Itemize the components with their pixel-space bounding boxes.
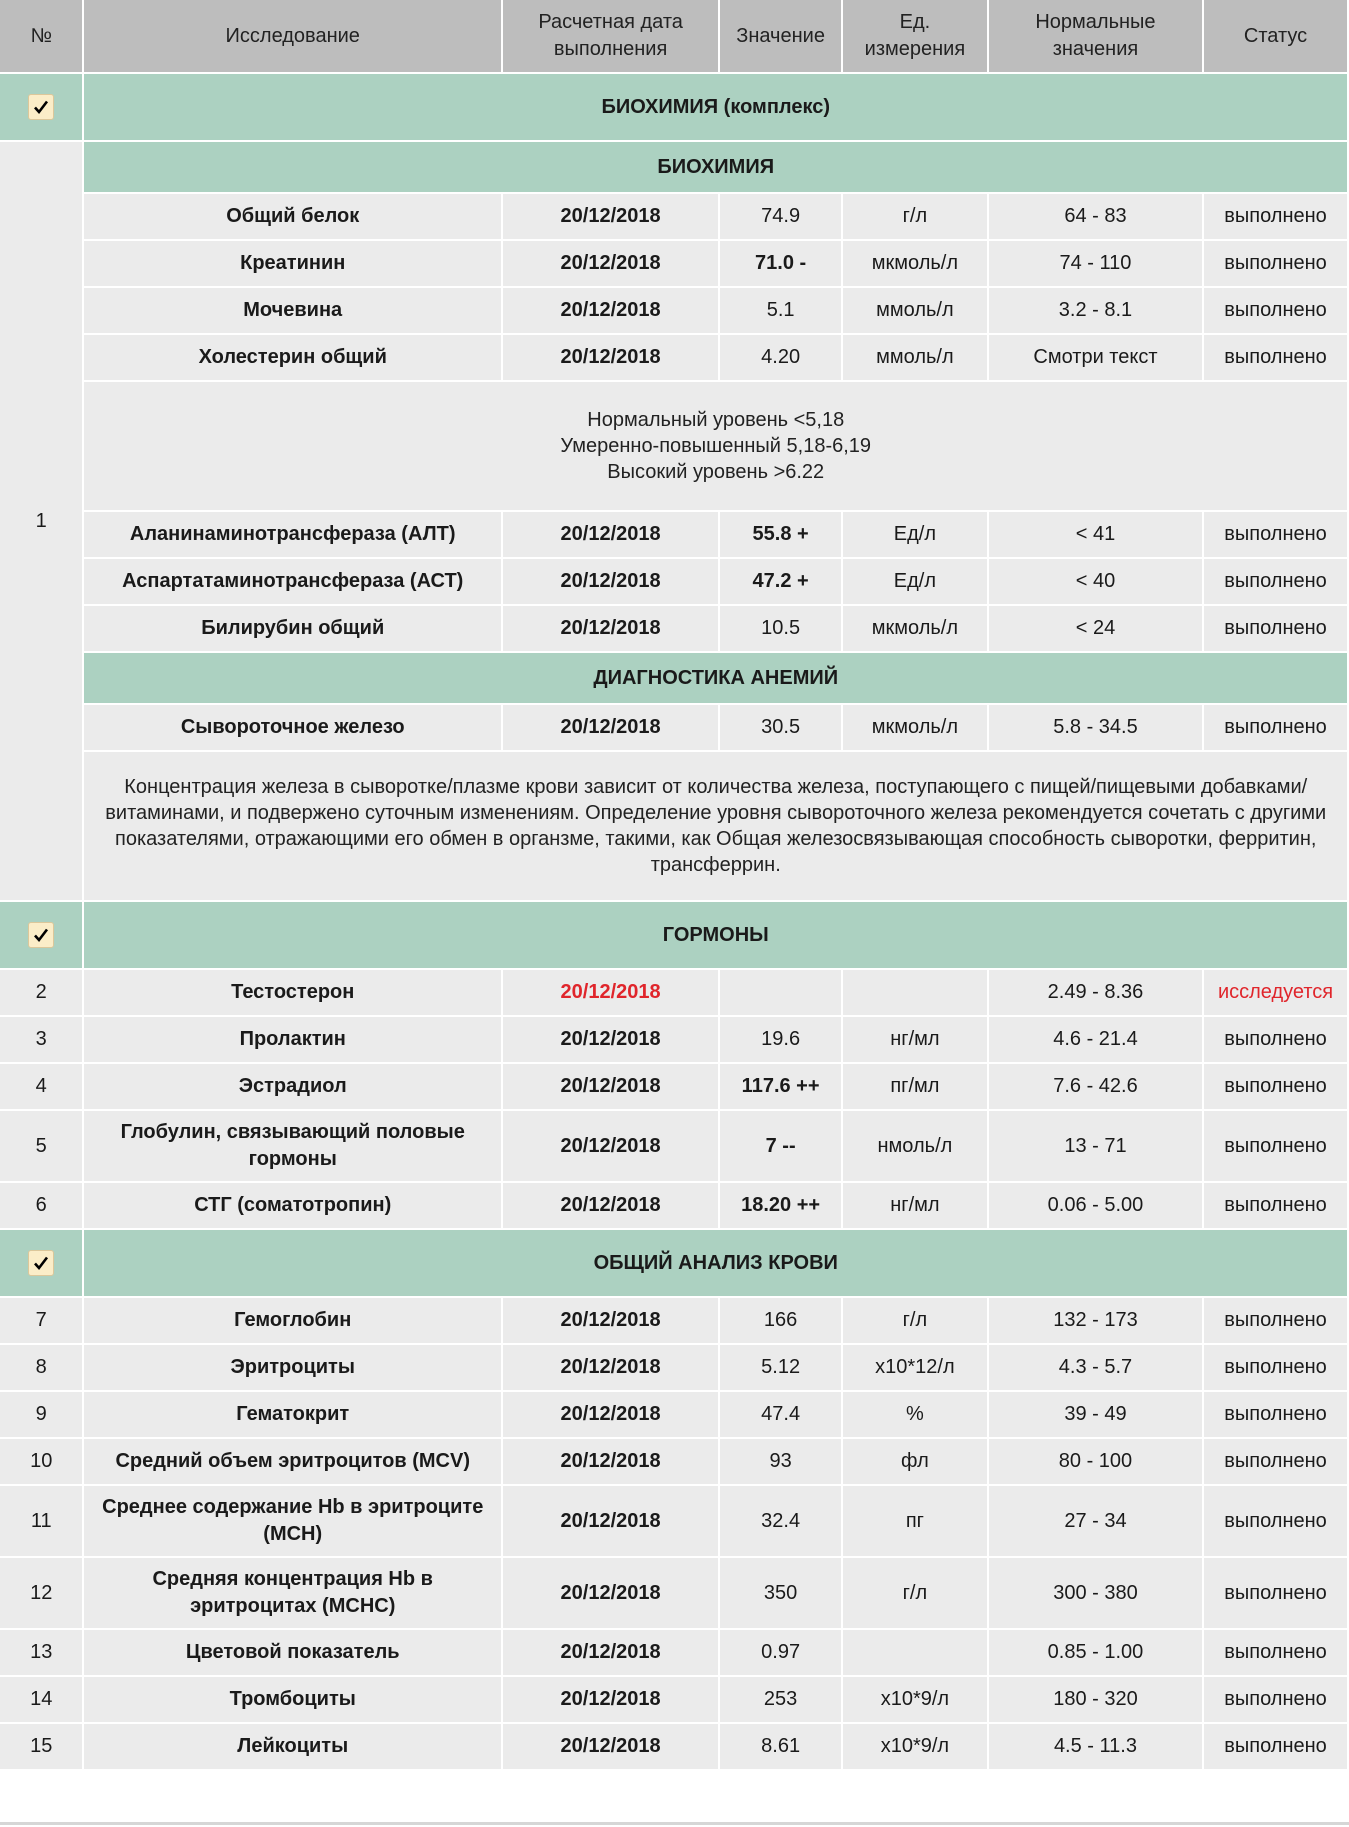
test-norm: 5.8 - 34.5 [989,705,1202,750]
test-name: Лейкоциты [84,1724,500,1769]
test-norm: 0.06 - 5.00 [989,1183,1202,1228]
test-name: Гемоглобин [84,1298,500,1343]
checkbox-checked-icon[interactable] [28,922,54,948]
test-unit: г/л [843,1558,987,1628]
test-value: 55.8 + [720,512,841,557]
test-name: Глобулин, связывающий половые гормоны [84,1111,500,1181]
header-unit[interactable]: Ед. измерения [843,0,987,72]
table-row [0,241,1347,286]
footer-divider [0,1822,1349,1825]
test-unit: г/л [843,1298,987,1343]
test-value: 19.6 [720,1017,841,1062]
test-norm: < 41 [989,512,1202,557]
test-norm[interactable]: Смотри текст [989,335,1202,380]
test-value: 0.97 [720,1630,841,1675]
test-date: 20/12/2018 [503,559,718,604]
header-value[interactable]: Значение [720,0,841,72]
table-row [0,705,1347,750]
subsection-row-anemia [0,653,1347,703]
note-line: Высокий уровень >6.22 [607,461,825,483]
test-status: выполнено [1204,1630,1347,1675]
test-unit: нг/мл [843,1183,987,1228]
test-unit [843,1630,987,1675]
section-checkbox-cell [0,74,82,140]
test-unit: нмоль/л [843,1111,987,1181]
row-number: 10 [0,1439,82,1484]
test-name: Среднее содержание Hb в эритроците (MCH) [84,1486,500,1556]
table-row [0,606,1347,651]
test-date: 20/12/2018 [503,1392,718,1437]
test-name: Общий белок [84,194,500,239]
test-name: Цветовой показатель [84,1630,500,1675]
test-unit: ммоль/л [843,335,987,380]
test-date: 20/12/2018 [503,1345,718,1390]
row-number: 13 [0,1630,82,1675]
table-row [0,1345,1347,1390]
test-date: 20/12/2018 [503,970,718,1015]
test-status: выполнено [1204,1298,1347,1343]
test-name: Пролактин [84,1017,500,1062]
test-unit: Ед/л [843,512,987,557]
test-date: 20/12/2018 [503,705,718,750]
test-value: 74.9 [720,194,841,239]
test-date: 20/12/2018 [503,512,718,557]
table-row [0,1630,1347,1675]
cholesterol-note-row [0,382,1347,510]
header-date[interactable]: Расчетная дата выполнения [503,0,718,72]
test-date: 20/12/2018 [503,194,718,239]
section-row-cbc [0,1230,1347,1296]
table-row [0,1017,1347,1062]
table-row [0,335,1347,380]
table-row [0,1439,1347,1484]
test-unit [843,970,987,1015]
test-name: Средний объем эритроцитов (MCV) [84,1439,500,1484]
row-number: 6 [0,1183,82,1228]
header-status[interactable]: Статус [1204,0,1347,72]
test-value: 4.20 [720,335,841,380]
test-date: 20/12/2018 [503,1298,718,1343]
test-value: 7 -- [720,1111,841,1181]
test-status: выполнено [1204,194,1347,239]
test-norm: 3.2 - 8.1 [989,288,1202,333]
test-date: 20/12/2018 [503,1111,718,1181]
test-date: 20/12/2018 [503,606,718,651]
test-unit: x10*9/л [843,1724,987,1769]
test-unit: мкмоль/л [843,241,987,286]
table-row [0,1724,1347,1769]
test-value: 253 [720,1677,841,1722]
table-row [0,1486,1347,1556]
test-norm: 27 - 34 [989,1486,1202,1556]
test-status: выполнено [1204,512,1347,557]
iron-note-row [0,752,1347,900]
test-unit: мкмоль/л [843,606,987,651]
test-status: исследуется [1204,970,1347,1015]
test-value: 18.20 ++ [720,1183,841,1228]
table-row [0,1392,1347,1437]
test-norm: < 24 [989,606,1202,651]
test-date: 20/12/2018 [503,1064,718,1109]
test-value: 47.2 + [720,559,841,604]
row-number: 3 [0,1017,82,1062]
table-row [0,288,1347,333]
cholesterol-note [84,382,1347,510]
test-name: Эстрадиол [84,1064,500,1109]
row-number: 1 [0,142,82,900]
section-title: БИОХИМИЯ (комплекс) [84,74,1347,140]
test-value: 8.61 [720,1724,841,1769]
test-value [720,970,841,1015]
test-date: 20/12/2018 [503,241,718,286]
test-name: СТГ (соматотропин) [84,1183,500,1228]
test-date: 20/12/2018 [503,1724,718,1769]
subsection-title: ДИАГНОСТИКА АНЕМИЙ [84,653,1347,703]
test-name: Аланинаминотрансфераза (АЛТ) [84,512,500,557]
table-row [0,1558,1347,1628]
test-norm: 80 - 100 [989,1439,1202,1484]
row-number: 2 [0,970,82,1015]
test-unit: пг [843,1486,987,1556]
test-date: 20/12/2018 [503,1439,718,1484]
test-name: Эритроциты [84,1345,500,1390]
test-value: 5.1 [720,288,841,333]
section-checkbox-cell [0,902,82,968]
test-status: выполнено [1204,1111,1347,1181]
test-norm: 64 - 83 [989,194,1202,239]
test-name: Средняя концентрация Hb в эритроцитах (MCHC) [84,1558,500,1628]
test-value: 93 [720,1439,841,1484]
test-status: выполнено [1204,1677,1347,1722]
test-status: выполнено [1204,606,1347,651]
test-norm: < 40 [989,559,1202,604]
table-row [0,1111,1347,1181]
test-date: 20/12/2018 [503,1017,718,1062]
test-status: выполнено [1204,241,1347,286]
test-norm: 74 - 110 [989,241,1202,286]
test-date: 20/12/2018 [503,335,718,380]
table-row [0,194,1347,239]
header-num[interactable]: № [0,0,82,72]
test-norm: 7.6 - 42.6 [989,1064,1202,1109]
table-row [0,1298,1347,1343]
test-name: Тестостерон [84,970,500,1015]
test-value: 47.4 [720,1392,841,1437]
test-status: выполнено [1204,1183,1347,1228]
row-number: 9 [0,1392,82,1437]
test-date: 20/12/2018 [503,1486,718,1556]
section-title: ОБЩИЙ АНАЛИЗ КРОВИ [84,1230,1347,1296]
test-name: Креатинин [84,241,500,286]
test-unit: г/л [843,194,987,239]
row-number: 12 [0,1558,82,1628]
row-number: 15 [0,1724,82,1769]
subsection-title: БИОХИМИЯ [84,142,1347,192]
test-norm: 132 - 173 [989,1298,1202,1343]
row-number: 5 [0,1111,82,1181]
test-status: выполнено [1204,1439,1347,1484]
section-title: ГОРМОНЫ [84,902,1347,968]
test-norm: 180 - 320 [989,1677,1202,1722]
test-date: 20/12/2018 [503,288,718,333]
test-date: 20/12/2018 [503,1183,718,1228]
header-study[interactable]: Исследование [84,0,500,72]
test-unit: x10*9/л [843,1677,987,1722]
table-row [0,970,1347,1015]
test-unit: нг/мл [843,1017,987,1062]
test-status: выполнено [1204,1017,1347,1062]
test-unit: пг/мл [843,1064,987,1109]
test-unit: Ед/л [843,559,987,604]
iron-note: Концентрация железа в сыворотке/плазме крови зависит от количества железа, поступающего с пищей/пищевыми добавками/витаминами, и подвержено суточным изменениям. Определение уровня сывороточного железа рекомендуется сочетать с другими показателями, отражающими его обмен в органзме, такими, как Общая железосвязывающая способность сыворотки, ферритин, трансферрин. [84,752,1347,900]
test-status: выполнено [1204,559,1347,604]
checkbox-checked-icon[interactable] [28,1250,54,1276]
test-name: Тромбоциты [84,1677,500,1722]
test-value: 117.6 ++ [720,1064,841,1109]
test-status: выполнено [1204,1064,1347,1109]
table-row [0,512,1347,557]
section-checkbox-cell [0,1230,82,1296]
test-status: выполнено [1204,1392,1347,1437]
test-norm: 2.49 - 8.36 [989,970,1202,1015]
subsection-row-biochemistry [0,142,1347,192]
test-value: 30.5 [720,705,841,750]
row-number: 7 [0,1298,82,1343]
test-norm: 13 - 71 [989,1111,1202,1181]
test-date: 20/12/2018 [503,1677,718,1722]
test-value: 5.12 [720,1345,841,1390]
test-status: выполнено [1204,335,1347,380]
test-norm: 4.6 - 21.4 [989,1017,1202,1062]
header-norm[interactable]: Нормальные значения [989,0,1202,72]
test-status: выполнено [1204,1724,1347,1769]
table-row [0,1677,1347,1722]
test-unit: мкмоль/л [843,705,987,750]
test-value: 71.0 - [720,241,841,286]
test-value: 10.5 [720,606,841,651]
test-status: выполнено [1204,1345,1347,1390]
test-name: Холестерин общий [84,335,500,380]
row-number: 14 [0,1677,82,1722]
section-row-hormones [0,902,1347,968]
test-date: 20/12/2018 [503,1630,718,1675]
table-row [0,1064,1347,1109]
row-number: 4 [0,1064,82,1109]
table-header-row [0,0,1347,72]
test-status: выполнено [1204,705,1347,750]
test-value: 166 [720,1298,841,1343]
checkbox-checked-icon[interactable] [28,94,54,120]
test-value: 350 [720,1558,841,1628]
note-line: Нормальный уровень <5,18 [587,409,845,431]
table-row [0,559,1347,604]
test-unit: ммоль/л [843,288,987,333]
test-value: 32.4 [720,1486,841,1556]
row-number: 8 [0,1345,82,1390]
test-unit: фл [843,1439,987,1484]
section-row-biochemistry-complex [0,74,1347,140]
test-status: выполнено [1204,1558,1347,1628]
test-status: выполнено [1204,288,1347,333]
test-name: Аспартатаминотрансфераза (АСТ) [84,559,500,604]
test-norm: 4.3 - 5.7 [989,1345,1202,1390]
test-name: Гематокрит [84,1392,500,1437]
note-line: Умеренно-повышенный 5,18-6,19 [560,435,872,457]
test-norm: 300 - 380 [989,1558,1202,1628]
test-name: Мочевина [84,288,500,333]
test-status: выполнено [1204,1486,1347,1556]
test-norm: 39 - 49 [989,1392,1202,1437]
test-norm: 0.85 - 1.00 [989,1630,1202,1675]
test-date: 20/12/2018 [503,1558,718,1628]
test-name: Сывороточное железо [84,705,500,750]
table-row [0,1183,1347,1228]
test-norm: 4.5 - 11.3 [989,1724,1202,1769]
test-unit: % [843,1392,987,1437]
test-unit: x10*12/л [843,1345,987,1390]
row-number: 11 [0,1486,82,1556]
test-name: Билирубин общий [84,606,500,651]
